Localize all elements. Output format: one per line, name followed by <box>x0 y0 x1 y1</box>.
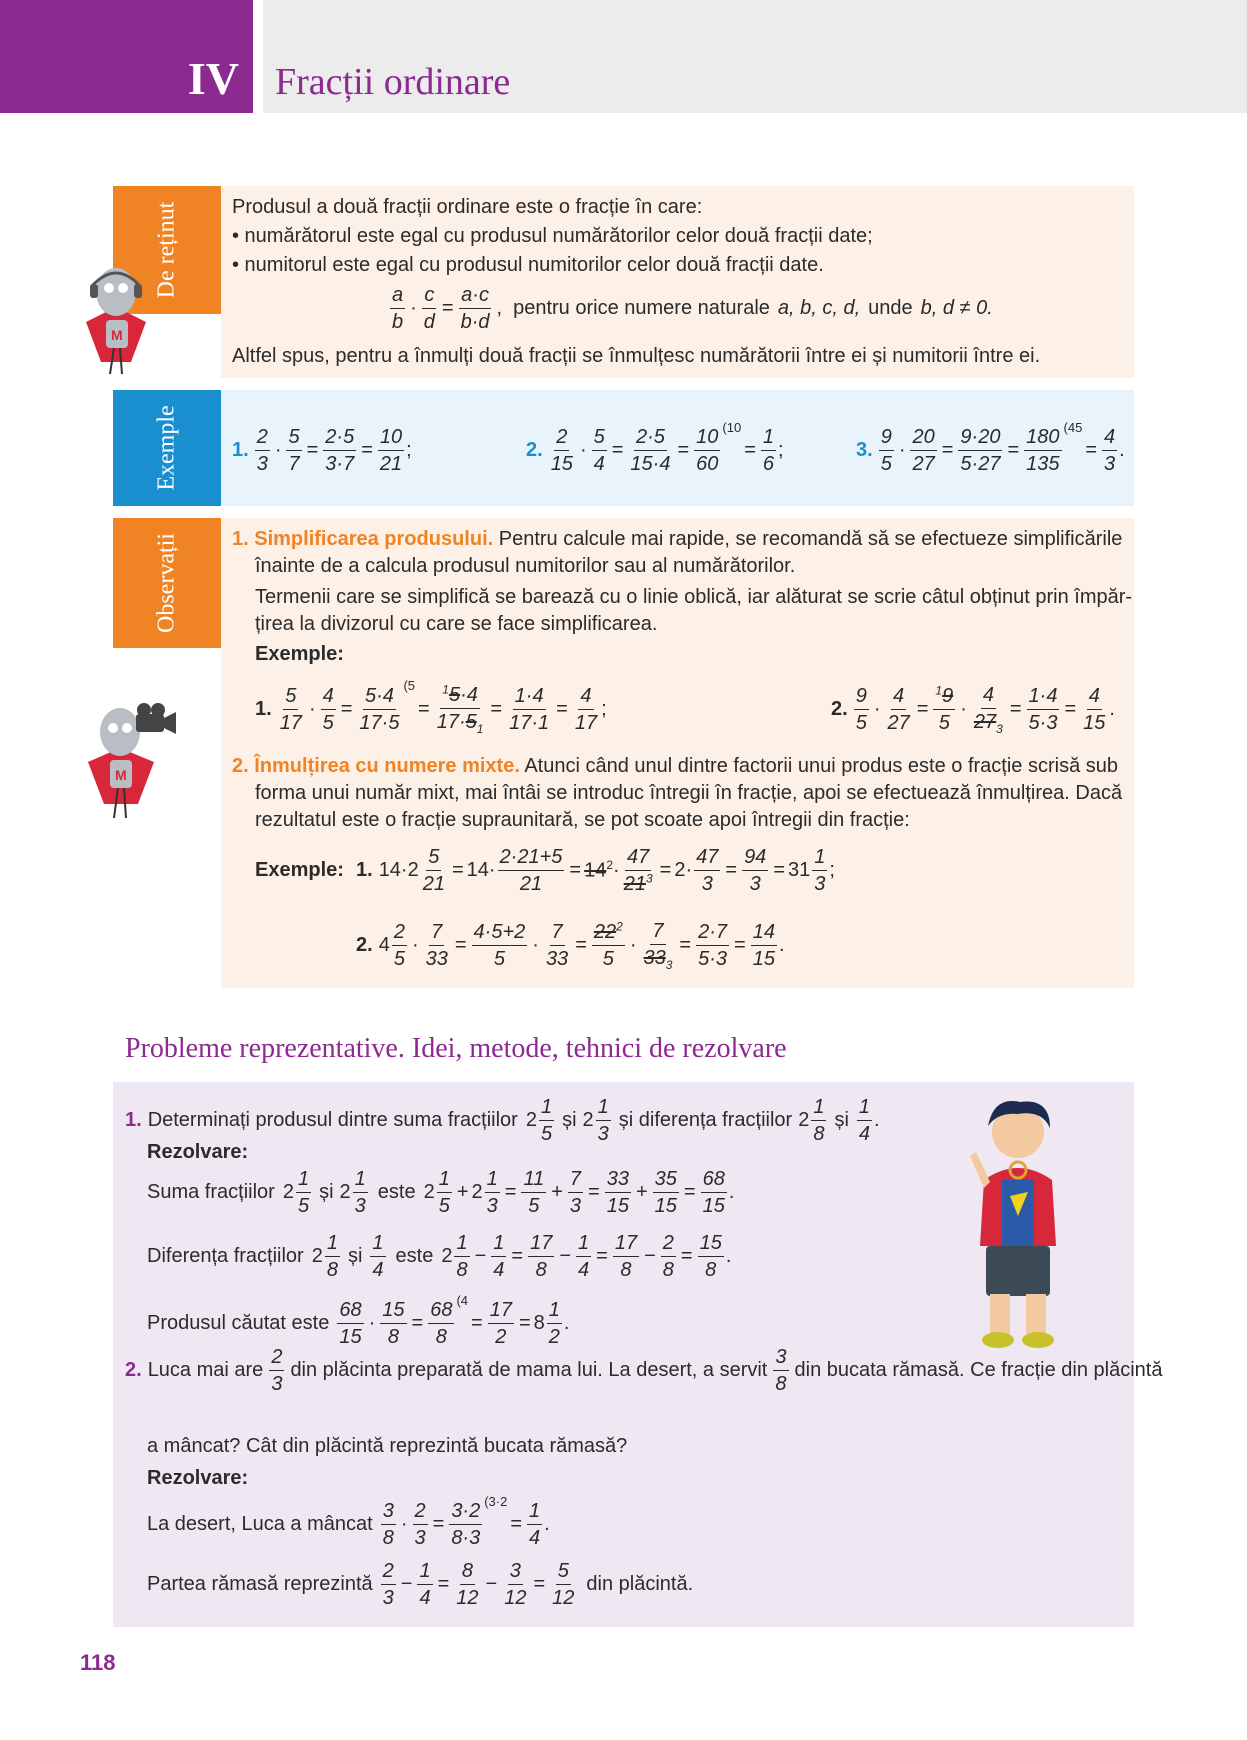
observatii-box <box>221 518 1134 988</box>
obs2-text2: forma unui număr mixt, mai întâi se introduc întregii în fracție, apoi se efectuează înmulțirea. Dacă <box>255 782 1123 804</box>
obs1-heading: 1. Simplificarea produsului. Pentru calcule mai rapide, se recomandă să se efectueze simplificările <box>232 528 1123 550</box>
obs1-text2: înainte de a calcula produsul numitorilor sau al numărătorilor. <box>255 555 796 577</box>
tab-observatii: Observații <box>113 518 221 648</box>
tab-exemple: Exemple <box>113 390 221 506</box>
obs1-example-1: 1. $\frac{5}{17}$ · $\frac{4}{5}$ = $\frac{5\cdot 4}{17\cdot 5}$ (5 = $\frac{^15\cdot 4}{17\cdot 5_1}$ = $\frac{1\cdot 4}{17\cdot 1}$ = $\frac{4}{17}$ ; <box>255 678 607 736</box>
obs1-example-2: 2. $\frac{9}{5}$ · $\frac{4}{27}$ = $\frac{^19}{5}$ · $\frac{4}{27_3}$ = $\frac{1\cdot 4}{5\cdot 3}$ = $\frac{4}{15}$ . <box>831 683 1115 736</box>
example-2: 2. $\frac{2}{15}$ · $\frac{5}{4}$ = $\frac{2\cdot 5}{15\cdot 4}$ = $\frac{10}{60}$ (10 = $\frac{1}{6}$ ; <box>526 420 784 475</box>
obs2-heading: 2. Înmulțirea cu numere mixte. Atunci când unul dintre factorii unui produs este o fracție scrisă sub <box>232 755 1118 777</box>
retinut-line2: • numărătorul este egal cu produsul numărătorilor celor două fracții date; <box>232 225 873 247</box>
problem-1-difference: Diferența fracțiilor 2 $\frac{1}{8}$ și $\frac{1}{4}$ este 2 $\frac{1}{8}$ − $\frac{1}{4}$ = $\frac{17}{8}$ − $\frac{1}{4}$ = $\frac{17}{8}$ − $\frac{2}{8}$ = $\frac{15}{8}$ . <box>147 1232 732 1281</box>
tab-de-retinut: De reținut <box>113 186 221 314</box>
chapter-title-band <box>263 0 1247 113</box>
problem-2-rezolvare: Rezolvare: <box>147 1467 249 1489</box>
obs1-text4: țirea la divizorul cu care se face simplificarea. <box>255 613 658 635</box>
chapter-title: Fracții ordinare <box>275 61 511 103</box>
svg-text:M: M <box>115 767 127 783</box>
exemple-box <box>221 390 1134 506</box>
problem-2-remaining: Partea rămasă reprezintă $\frac{2}{3}$ − $\frac{1}{4}$ = $\frac{8}{12}$ − $\frac{3}{12}$ = $\frac{5}{12}$ din plăcintă. <box>147 1560 694 1609</box>
chapter-number-block <box>0 0 253 113</box>
problems-box <box>113 1082 1163 1627</box>
obs2-example-2: 2. 4 $\frac{2}{5}$ · $\frac{7}{33}$ = $\frac{4\cdot 5+2}{5}$ · $\frac{7}{33}$ = $\frac{22^2}{5}$ · $\frac{7}{33_3}$ = $\frac{2\cdot 7}{5\cdot 3}$ = $\frac{14}{15}$ . <box>356 919 785 972</box>
obs2-text3: rezultatul este o fracție supraunitară, se pot scoate apoi întregii din fracție: <box>255 809 910 831</box>
page-number: 118 <box>80 1650 116 1675</box>
retinut-box <box>221 186 1134 378</box>
robot-headphones-mascot <box>76 262 156 380</box>
retinut-line3: • numitorul este egal cu produsul numitorilor celor două fracții date. <box>232 254 824 276</box>
example-1: 1. $\frac{2}{3}$ · $\frac{5}{7}$ = $\frac{2\cdot 5}{3\cdot 7}$ = $\frac{10}{21}$ ; <box>232 426 412 475</box>
obs1-text3: Termenii care se simplifică se barează cu o linie oblică, iar alăturat se scrie câtul obținut prin împăr- <box>255 586 1133 608</box>
boy-illustration <box>958 1096 1078 1358</box>
retinut-line4: Altfel spus, pentru a înmulți două fracții se înmulțesc numărătorii între ei și numitorii între ei. <box>232 345 1041 367</box>
retinut-formula: $\frac{a}{b}$ · $\frac{c}{d}$ = $\frac{a\cdot c}{b\cdot d}$ , pentru orice numere naturale a, b, c, d, unde b, d ≠ 0. <box>392 284 993 333</box>
robot-camera-mascot <box>80 700 190 825</box>
svg-text:M: M <box>111 327 123 343</box>
obs1-examples-label: Exemple: <box>255 643 344 665</box>
obs2-example-1: 1. 14·2 $\frac{5}{21}$ = 14· $\frac{2\cdot 21+5}{21}$ = $14^2\cdot$ $\frac{47}{21^3}$ = 2· $\frac{47}{3}$ = $\frac{94}{3}$ = 31 $\frac{1}{3}$ ; <box>356 846 835 895</box>
section-title: Probleme reprezentative. Idei, metode, tehnici de rezolvare <box>125 1033 787 1064</box>
problem-2-question: a mâncat? Cât din plăcintă reprezintă bucata rămasă? <box>147 1435 628 1457</box>
example-3: 3. $\frac{9}{5}$ · $\frac{20}{27}$ = $\frac{9\cdot 20}{5\cdot 27}$ = $\frac{180}{135}$ (45 = $\frac{4}{3}$ . <box>856 420 1125 475</box>
problem-2-statement: 2. Luca mai are $\frac{2}{3}$ din plăcinta preparată de mama lui. La desert, a servit $\frac{3}{8}$ din bucata rămasă. Ce fracție din plăcintă <box>125 1346 1163 1395</box>
problem-1-rezolvare: Rezolvare: <box>147 1141 249 1163</box>
chapter-number: IV <box>187 53 239 104</box>
problem-1-sum: Suma fracțiilor 2 $\frac{1}{5}$ și 2 $\frac{1}{3}$ este 2 $\frac{1}{5}$ + 2 $\frac{1}{3}$ = $\frac{11}{5}$ + $\frac{7}{3}$ = $\frac{33}{15}$ + $\frac{35}{15}$ = $\frac{68}{15}$ . <box>147 1168 735 1217</box>
problem-2-eaten: La desert, Luca a mâncat $\frac{3}{8}$ · $\frac{2}{3}$ = $\frac{3\cdot 2}{8\cdot 3}$ (3·2 = $\frac{1}{4}$ . <box>147 1494 550 1549</box>
problem-1-statement: 1. Determinați produsul dintre suma fracțiilor 2 $\frac{1}{5}$ și 2 $\frac{1}{3}$ și diferența fracțiilor 2 $\frac{1}{8}$ și $\frac{1}{4}$ . <box>125 1096 880 1145</box>
retinut-line1: Produsul a două fracții ordinare este o fracție în care: <box>232 196 703 218</box>
problem-1-product: Produsul căutat este $\frac{68}{15}$ · $\frac{15}{8}$ = $\frac{68}{8}$ (4 = $\frac{17}{2}$ = 8 $\frac{1}{2}$ . <box>147 1293 570 1348</box>
obs2-examples-label: Exemple: <box>255 859 344 881</box>
